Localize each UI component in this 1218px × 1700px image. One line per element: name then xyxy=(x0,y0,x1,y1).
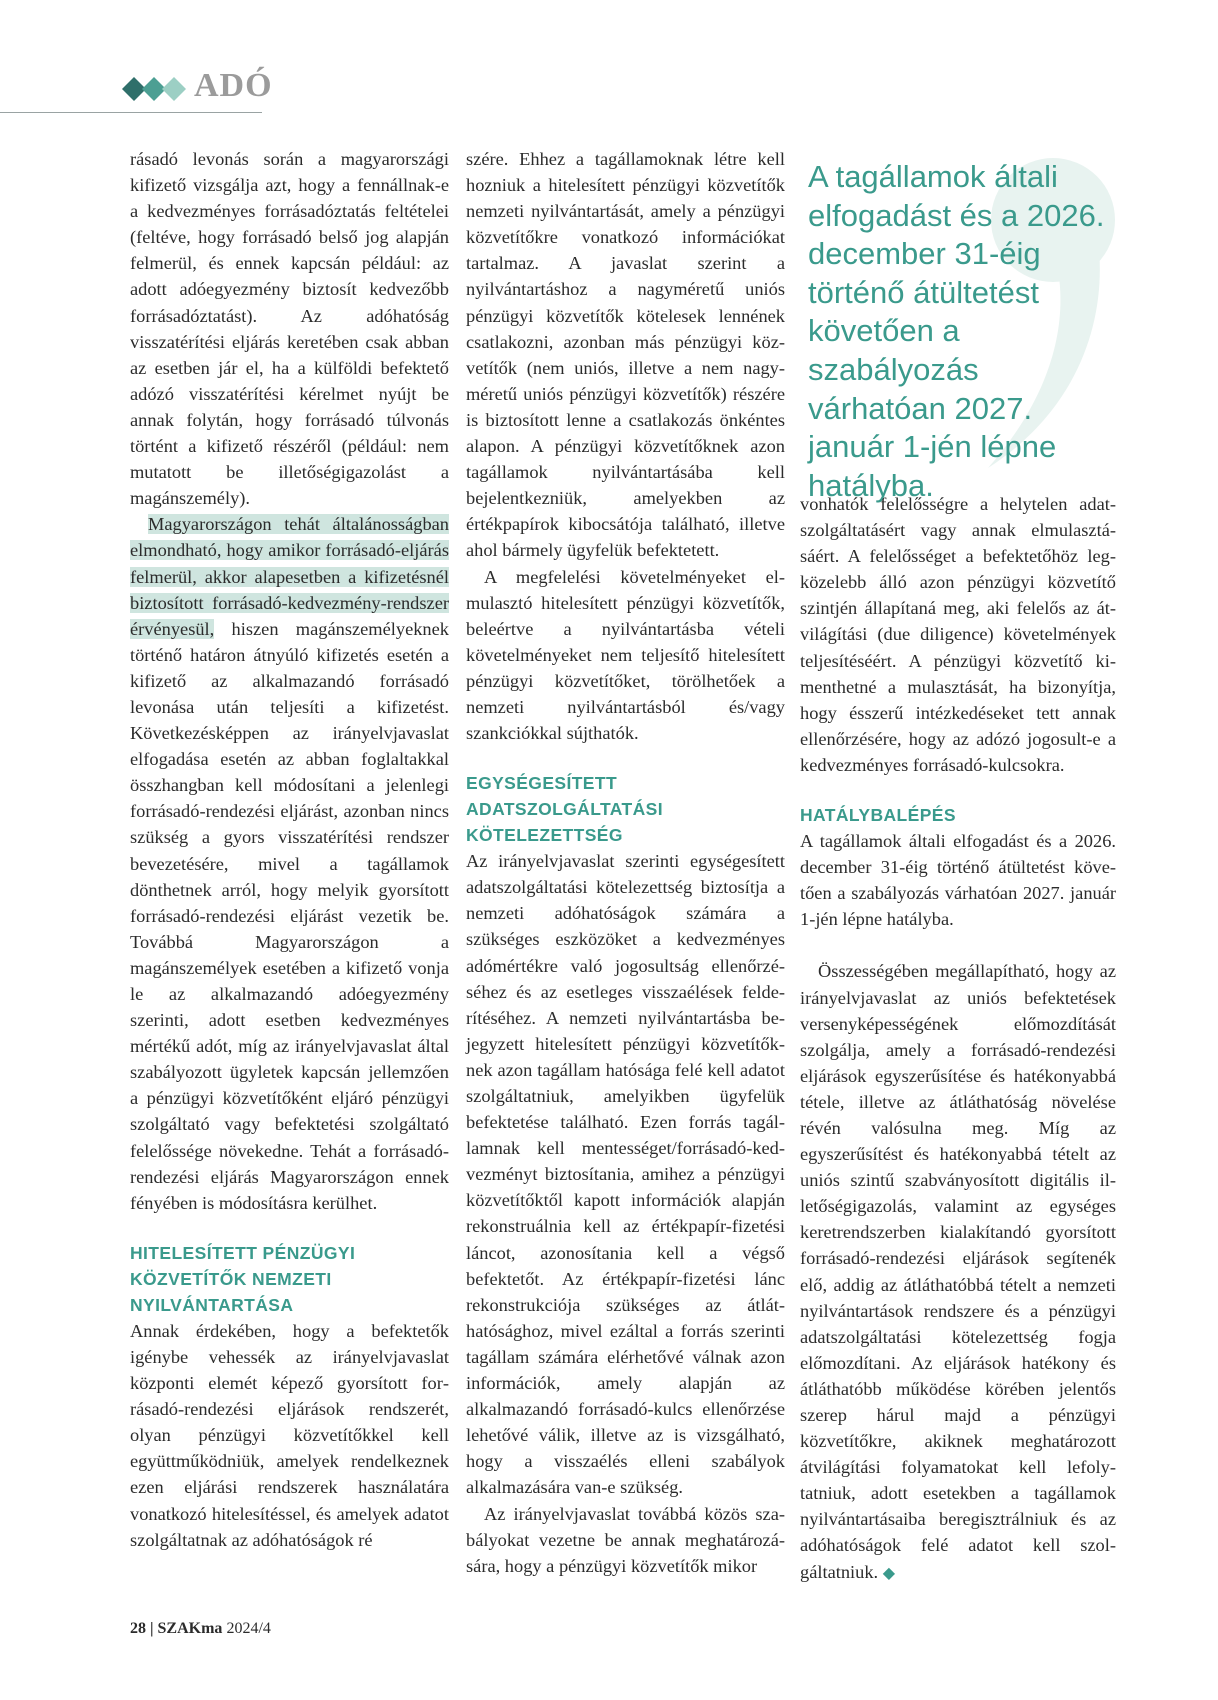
pull-quote-text: A tagállamok általi elfogadást és a 2026. december 31-éig történő átültetést követően a szabályozás várhatóan 2027. január 1-jén lépne hatályba. xyxy=(808,159,1105,503)
paragraph-text: Összességében megállapítható, hogy az irányelvjavaslat az uniós befektetések versenyképességének előmozdítását szolgálja, amely a forrásadó-rendezési eljárások egyszerűsítése és hatékonyabbá tétele, illetve az átláthatóság növelése révén valósulna meg. Míg az egyszerűsítést és hatékonyabbá tételt az uniós szintű szabványosított digitális illetőségigazolás, valamint az egységes keretrendszerben kialakítandó gyorsított forrásadó-rendezési eljárások segítenék elő, addig az átláthatóbbá tételt a nemzeti nyilvántartások rendszere és a pénzügyi adatszolgáltatási kötelezettség fogja előmozdítani. Az eljárások hatékony és átláthatóbb működése körében jelentős szerep hárul majd a pénzügyi közvetítőkre, akiknek meghatározott átvilágítási folyamatokat kell lefolytatniuk, adott esetekben a tagállamok nyilvántartásaiba beregisztrálniuk és az adóhatóságok felé adatot kell szolgáltatniuk. xyxy=(800,961,1116,1582)
paragraph-text: hiszen magánszemélyeknek történő határon átnyúló kifizetés esetén a kifizető az alkalmazandó forrásadó levonása után teljesíti a kifizetést. Következésképpen az irányelvjavaslat elfogadása esetén az abban foglaltakkal összhangban kell módosítani a jelenlegi forrásadó-rendezési eljárást, azonban nincs szükség a gyors visszatérítési rendszer bevezetésére, mivel a tagállamok dönthetnek arról, hogy melyik gyorsított forrásadó-rendezési eljárást vezetik be. Továbbá Magyarországon a magánszemélyek esetében a kifizető vonja le az alkalmazandó adóegyezmény szerinti, adott esetben kedvezményes mértékű adót, míg az irányelvjavaslat által szabályozott ügyletek kapcsán jellemzően a pénzügyi közvetítőként eljáró pénzügyi szolgáltató vagy befektetési szolgáltató felelőssége növekedne. Tehát a forrásadó-rendezési eljárás Magyarországon ennek fényében is módosításra kerülhet. xyxy=(130,618,449,1213)
pull-quote xyxy=(808,150,1128,503)
subheading: HITELESÍTETT PÉNZÜGYI KÖZVETÍTŐK NEMZETI NYILVÁNTARTÁSA xyxy=(130,1242,356,1315)
paragraph: A megfelelési követelményeket elmulasztó hitelesített pénzügyi közvetítők, beleértve a nyilvántartásba vételi követelményeket nem teljesítő hitelesített pénzügyi közvetítőket, törölhetőek a nemzeti nyilvántartásból és/vagy szankciókkal sújthatók. xyxy=(466,566,785,744)
paragraph: rásadó levonás során a magyarországi kifizető vizsgálja azt, hogy a fennállnak-e a kedvezményes forrásadóztatás feltételei (feltéve, hogy forrásadó belső jog alapján felmerül, és ennek kapcsán például: az adott adóegyezmény biztosít kedvezőbb forrásadóztatást). Az adóhatóság visszatérítési eljárás keretében csak abban az esetben jár el, ha a külföldi befektető adózó visszatérítési kérelmet nyújt be annak folytán, hogy forrásadó túlvonás történt a kifizető részéről (például: nem mutatott be illetőségigazolást a magánszemély). xyxy=(130,149,449,509)
paragraph: A tagállamok általi elfogadást és a 2026. december 31-éig történő átültetést követően a szabályozás várhatóan 2027. január 1-jén lépne hatályba. xyxy=(800,831,1116,930)
paragraph xyxy=(130,511,449,1216)
paragraph: vonhatók felelősségre a helytelen adatszolgáltatásért vagy annak elmulasztásáért. A felelősséget a befektetőhöz legközelebb álló azon pénzügyi közvetítő szintjén állapítaná meg, aki felelős az átvilágítási (due diligence) követelmények teljesítéséért. A pénzügyi közvetítő kimenthetné a mulasztását, ha bizonyítja, hogy ésszerű intézkedéseket tett annak ellenőrzésére, hogy az adózó jogosult-e a kedvezményes forrásadó-kulcsokra. xyxy=(800,494,1116,775)
subheading: HATÁLYBALÉPÉS xyxy=(800,805,956,826)
paragraph xyxy=(800,958,1116,1586)
paragraph: Annak érdekében, hogy a befektetők igénybe vehessék az irányelvjavaslat központi elemét képező gyorsított forrásadó-rendezési eljárások rendszerét, olyan pénzügyi közvetítőkkel kell együttműködniük, amelyek rendelkeznek ezen eljárási rendszerek használatára vonatkozó hitelesítéssel, és amelyek adatot szolgáltatnak az adóhatóságok ré xyxy=(130,1320,449,1550)
paragraph: Az irányelvjavaslat szerinti egységesített adatszolgáltatási kötelezettség biztosítja a nemzeti adóhatóságok számára a szükséges eszközöket a kedvezményes adómértékre való jogosultság ellenőrzéséhez és az esetleges visszaélések felderítéséhez. A nemzeti nyilvántartásba bejegyzett hitelesített pénzügyi közvetítőknek azon tagállam hatósága felé kell adatot szolgáltatniuk, amelyikben ügyfelük befektetése található. Ezen forrás tagállamnak kell mentességet/forrásadó-kedvezményt biztosítania, amihez a pénzügyi közvetítőktől kapott információk alapján rekonstruálnia kell az értékpapír-fizetési láncot, azonosítania kell a végső befektetőt. Az értékpapír-fizetési lánc rekonstrukciója szükséges az átláthatósághoz, mivel ezáltal a forrás szerinti tagállam számára elérhetővé válnak azon információk, amely alapján az alkalmazandó forrásadó-kulcs ellenőrzése lehetővé válik, illetve az is vizsgálható, hogy a visszaélés elleni szabályok alkalmazására van-e szükség. xyxy=(466,851,785,1498)
footer-separator: | xyxy=(150,1620,154,1637)
three-diamond-logo xyxy=(122,74,188,104)
paragraph: Az irányelvjavaslat továbbá közös szabályokat vezetne be annak meghatározására, hogy a pénzügyi közvetítők mikor xyxy=(466,1503,785,1576)
paragraph: szére. Ehhez a tagállamoknak létre kell hozniuk a hitelesített pénzügyi közvetítők nemzeti nyilvántartását, amely a pénzügyi közvetítőkre vonatkozó információkat tartalmaz. A javaslat szerint a nyilvántartáshoz a nagyméretű uniós pénzügyi közvetítők kötelesek lennének csatlakozni, azonban más pénzügyi közvetítők (nem uniós, illetve a nem nagyméretű uniós pénzügyi közvetítők) részére is biztosított lenne a csatlakozás önkéntes alapon. A pénzügyi közvetítőknek azon tagállamok nyilvántartásába kell bejelentkezniük, amelyekben az értékpapírok kibocsátója található, illetve ahol bármely ügyfelük befektetett. xyxy=(466,149,785,561)
section-title: ADÓ xyxy=(194,67,273,104)
end-diamond-icon: ◆ xyxy=(882,1564,896,1582)
footer xyxy=(130,1620,271,1638)
column-1 xyxy=(130,146,449,1553)
subheading: EGYSÉGESÍTETT ADATSZOLGÁLTATÁSI KÖTELEZETTSÉG xyxy=(466,773,664,846)
page-number: 28 xyxy=(130,1620,146,1637)
highlighted-text: Magyarországon tehát általánosságban elmondható, hogy amikor forrásadó-eljárás felmerül, akkor alapesetben a kifizetésnél biztosított forrásadó-kedvezmény-rendszer érvényesül, xyxy=(130,514,449,639)
issue-number: 2024/4 xyxy=(226,1620,271,1637)
column-2 xyxy=(466,146,785,1579)
magazine-name: SZAKma xyxy=(157,1620,223,1637)
column-3 xyxy=(800,491,1116,1587)
